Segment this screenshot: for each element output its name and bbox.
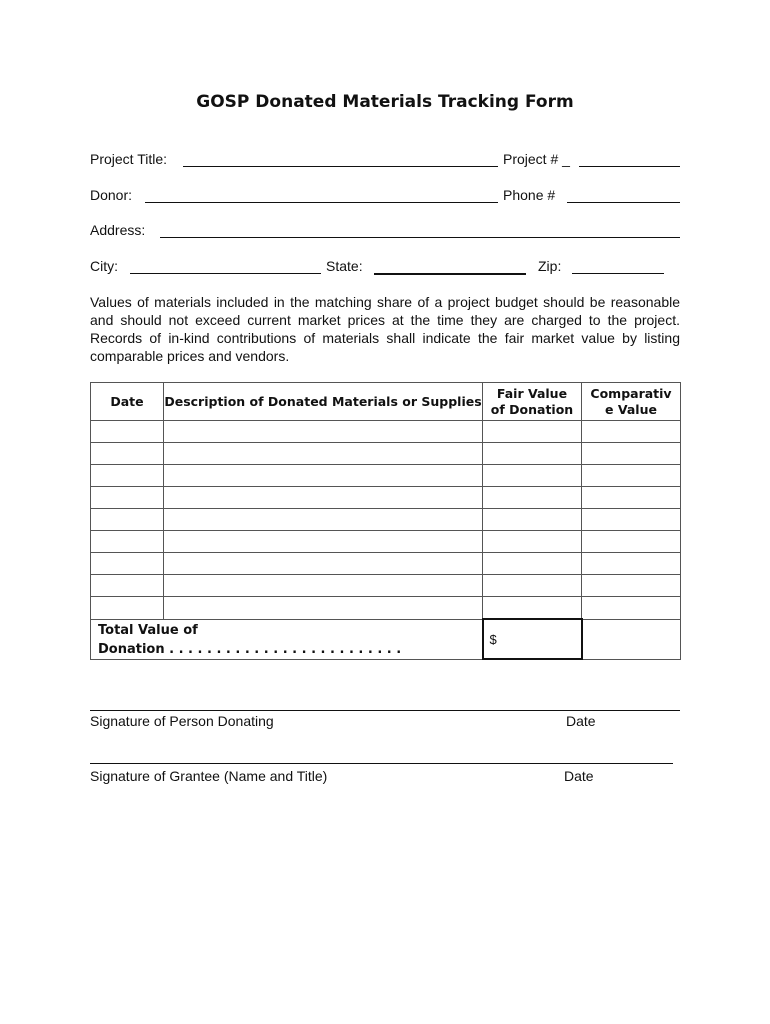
city-field[interactable] [130,273,321,274]
fair-value-cell[interactable] [483,421,582,443]
date-cell[interactable] [91,531,164,553]
total-currency-symbol: $ [489,631,497,647]
column-header-description: Description of Donated Materials or Supplies [164,383,483,421]
date-cell[interactable] [91,575,164,597]
column-header-comparative-value [582,383,681,421]
table-row [91,509,681,531]
table-row [91,531,681,553]
state-label: State: [326,258,363,274]
fair-value-cell[interactable] [483,597,582,620]
project-title-field[interactable] [183,166,498,167]
phone-label: Phone # [503,187,556,203]
grantee-signature-label: Signature of Grantee (Name and Title) [90,768,328,784]
date-cell[interactable] [91,421,164,443]
project-title-label: Project Title: [90,151,168,167]
donor-label: Donor: [90,187,133,203]
description-cell[interactable] [164,553,483,575]
phone-field[interactable] [567,202,680,203]
comparative-value-cell[interactable] [582,531,681,553]
city-label: City: [90,258,118,274]
total-value-field[interactable] [483,619,582,659]
fair-value-header-text: Fair Value of Donation [490,385,574,417]
table-header-row [91,383,681,421]
fair-value-cell[interactable] [483,509,582,531]
comparative-header-line1: Comparativ [590,385,672,401]
table-row [91,421,681,443]
description-cell[interactable] [164,575,483,597]
comparative-header-line2: e Value [605,401,657,417]
description-cell[interactable] [164,443,483,465]
date-cell[interactable] [91,553,164,575]
comparative-value-cell[interactable] [582,465,681,487]
description-cell[interactable] [164,531,483,553]
donor-signature-line[interactable] [90,710,680,711]
comparative-value-cell[interactable] [582,421,681,443]
column-header-fair-value [483,383,582,421]
description-cell[interactable] [164,509,483,531]
donor-row [90,187,680,207]
total-label-line1: Total Value of [98,622,198,638]
comparative-value-cell[interactable] [582,509,681,531]
donor-signature-label: Signature of Person Donating [90,713,274,729]
column-header-date: Date [91,383,164,421]
table-row [91,553,681,575]
state-field[interactable] [374,273,526,275]
table-row [91,465,681,487]
date-cell[interactable] [91,597,164,620]
project-number-field[interactable] [579,166,680,167]
fair-value-cell[interactable] [483,443,582,465]
comparative-value-cell[interactable] [582,443,681,465]
fair-value-cell[interactable] [483,553,582,575]
donor-field[interactable] [145,202,498,203]
grantee-date-line[interactable] [590,763,673,764]
total-label-line2: Donation . . . . . . . . . . . . . . . . . . . . . . . . . [98,641,402,657]
fair-value-cell[interactable] [483,487,582,509]
grantee-signature-line[interactable] [90,763,590,764]
address-field[interactable] [160,237,680,238]
table-row [91,487,681,509]
fair-value-cell[interactable] [483,575,582,597]
total-label-cell [91,619,483,659]
date-cell[interactable] [91,465,164,487]
zip-field[interactable] [572,273,664,274]
fair-value-cell[interactable] [483,465,582,487]
comparative-value-cell[interactable] [582,575,681,597]
fair-value-cell[interactable] [483,531,582,553]
date-cell[interactable] [91,443,164,465]
date-cell[interactable] [91,487,164,509]
address-label: Address: [90,222,146,238]
description-cell[interactable] [164,421,483,443]
zip-label: Zip: [538,258,562,274]
grantee-date-label: Date [564,768,594,784]
total-row [91,619,681,659]
donated-materials-table [90,382,681,660]
description-cell[interactable] [164,597,483,620]
donor-date-label: Date [566,713,596,729]
table-row [91,443,681,465]
comparative-value-cell[interactable] [582,487,681,509]
instructions-paragraph: Values of materials included in the matching share of a project budget should be reasonable and should not exceed current market prices at the time they are charged to the project. Records of in-kind contributions of materials shall indicate the fair market value by listing comparable prices and vendors. [90,294,680,364]
project-number-label: Project # _ [503,151,570,167]
comparative-value-cell[interactable] [582,553,681,575]
project-row [90,151,680,171]
address-row [90,222,680,242]
table-row [91,597,681,620]
description-cell[interactable] [164,465,483,487]
date-cell[interactable] [91,509,164,531]
total-comparative-cell[interactable] [582,619,681,659]
description-cell[interactable] [164,487,483,509]
page-title: GOSP Donated Materials Tracking Form [196,92,574,112]
city-state-zip-row [90,258,680,278]
table-row [91,575,681,597]
comparative-value-cell[interactable] [582,597,681,620]
